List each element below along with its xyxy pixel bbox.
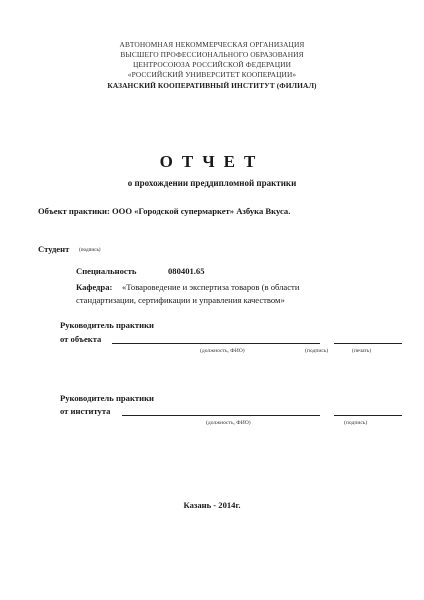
student-signature-hint: (подпись) xyxy=(79,247,101,253)
supervisor-object-seal-line xyxy=(334,343,402,344)
supervisor-institute-sign-caption: (подпись) xyxy=(344,420,368,426)
supervisor-object-seal-caption: (печать) xyxy=(352,348,372,354)
header-institute xyxy=(0,81,424,92)
student-label: Студент xyxy=(38,244,70,254)
supervisor-institute-name-caption: (должность, ФИО) xyxy=(206,420,251,426)
header-line-4: «РОССИЙСКИЙ УНИВЕРСИТЕТ КООПЕРАЦИИ» xyxy=(127,70,297,79)
supervisor-object-subtitle: от объекта xyxy=(60,334,102,344)
footer-city-year: Казань - 2014г. xyxy=(183,500,241,510)
supervisor-object-name-caption: (должность, ФИО) xyxy=(200,348,245,354)
supervisor-object-sign-caption: (подпись) xyxy=(305,348,329,354)
institute-name: КАЗАНСКИЙ КООПЕРАТИВНЫЙ ИНСТИТУТ (ФИЛИАЛ) xyxy=(107,81,317,90)
document-title: ОТЧЕТ xyxy=(159,152,265,171)
department-line-2: стандартизации, сертификации и управления качеством» xyxy=(76,295,285,305)
practice-object: Объект практики: ООО «Городской супермаркет» Азбука Вкуса. xyxy=(38,206,291,216)
supervisor-institute-subtitle: от института xyxy=(60,406,111,416)
supervisor-institute-sign-line xyxy=(334,415,402,416)
supervisor-object-name-line xyxy=(112,343,320,344)
department-line-1: «Товароведение и экспертиза товаров (в области xyxy=(122,282,300,292)
supervisor-object-title: Руководитель практики xyxy=(60,320,155,330)
specialty-label: Специальность xyxy=(76,266,137,276)
specialty-code: 080401.65 xyxy=(168,266,205,276)
header-line-2: ВЫСШЕГО ПРОФЕССИОНАЛЬНОГО ОБРАЗОВАНИЯ xyxy=(120,50,304,59)
department-label: Кафедра: xyxy=(76,282,113,292)
supervisor-institute-name-line xyxy=(122,415,320,416)
header-line-1: АВТОНОМНАЯ НЕКОММЕРЧЕСКАЯ ОРГАНИЗАЦИЯ xyxy=(119,40,305,49)
header-line-3: ЦЕНТРОСОЮЗА РОССИЙСКОЙ ФЕДЕРАЦИИ xyxy=(132,60,292,69)
document-subtitle: о прохождении преддипломной практики xyxy=(127,178,297,188)
supervisor-institute-title: Руководитель практики xyxy=(60,393,155,403)
